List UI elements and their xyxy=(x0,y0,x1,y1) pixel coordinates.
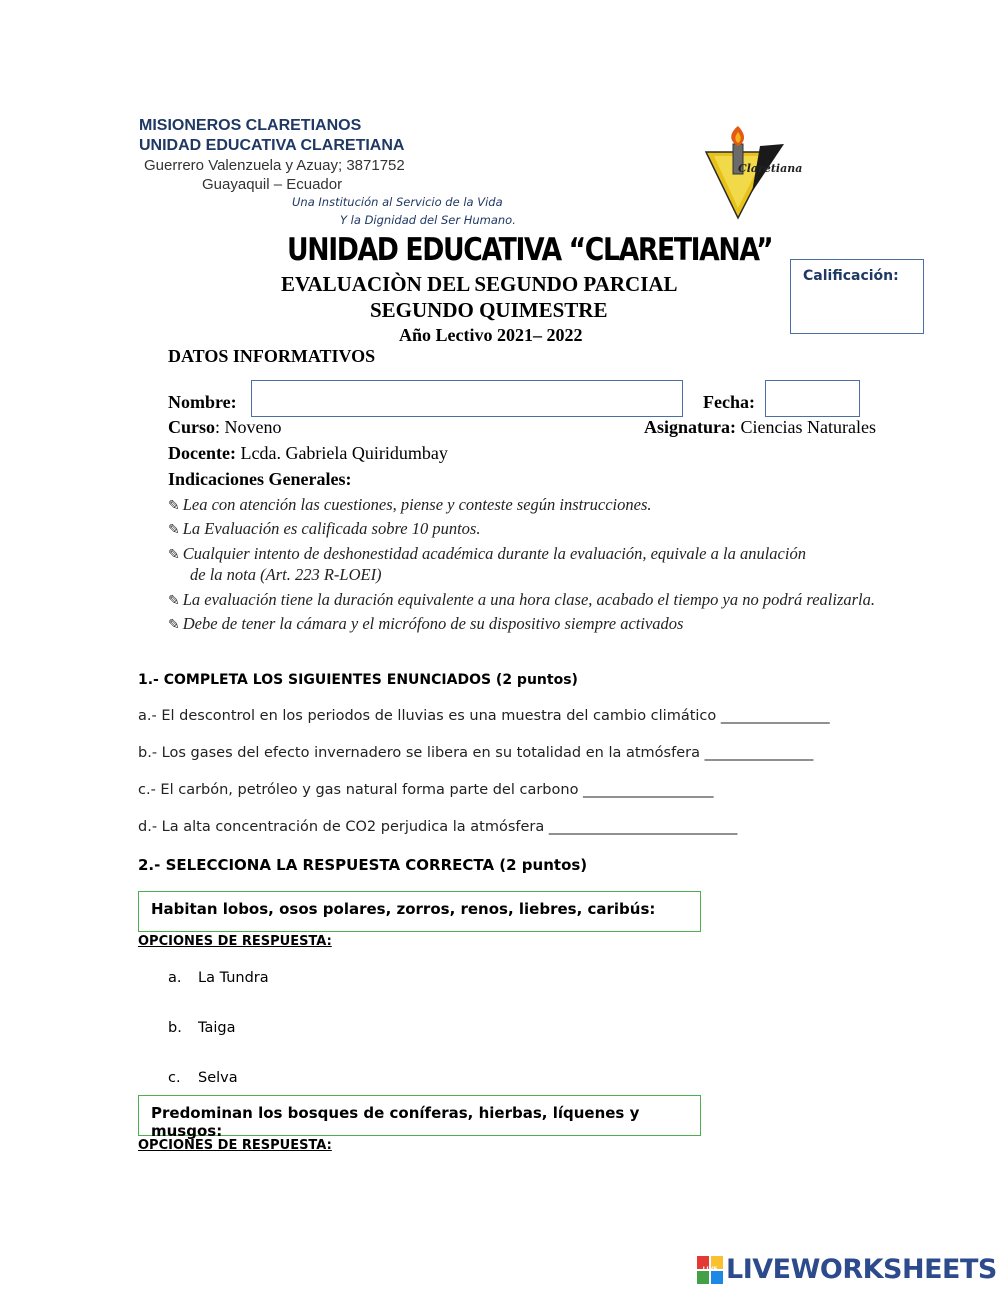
pencil-icon: ✎ xyxy=(168,618,180,633)
teacher-value: Lcda. Gabriela Quiridumbay xyxy=(235,443,448,463)
logo-badge-text: LIVE xyxy=(702,1266,718,1273)
liveworksheets-logo-icon xyxy=(697,1256,725,1286)
page-title: UNIDAD EDUCATIVA “CLARETIANA” xyxy=(287,232,773,268)
date-label: Fecha: xyxy=(703,392,755,412)
question-2-box xyxy=(138,1095,701,1140)
name-label: Nombre: xyxy=(168,392,237,412)
date-input[interactable] xyxy=(765,380,860,417)
school-logo xyxy=(700,122,810,222)
motto-line-2: Y la Dignidad del Ser Humano. xyxy=(340,213,516,227)
subject-row xyxy=(644,417,876,438)
subject-label: Asignatura: xyxy=(644,417,737,437)
option-letter: a. xyxy=(168,970,182,986)
option-text: Selva xyxy=(198,1070,238,1086)
name-input[interactable] xyxy=(251,380,683,417)
school-year: Año Lectivo 2021– 2022 xyxy=(399,325,583,345)
grade-box[interactable] xyxy=(790,259,924,334)
indication-item: ✎ Debe de tener la cámara y el micrófono de su dispositivo siempre activados xyxy=(168,614,684,633)
logo-text: Claretiana xyxy=(738,162,803,175)
option-text: La Tundra xyxy=(198,970,269,986)
quimestre-title: SEGUNDO QUIMESTRE xyxy=(370,298,608,322)
fill-in-item-a[interactable]: a.- El descontrol en los periodos de lluvias es una muestra del cambio climático _______________ xyxy=(138,708,830,724)
pencil-icon: ✎ xyxy=(168,594,180,609)
section-2-title: 2.- SELECCIONA LA RESPUESTA CORRECTA (2 puntos) xyxy=(138,856,588,874)
indications-title: Indicaciones Generales: xyxy=(168,469,352,489)
indication-item: ✎ Cualquier intento de deshonestidad académica durante la evaluación, equivale a la anulación xyxy=(168,544,806,563)
address: Guerrero Valenzuela y Azuay; 3871752 xyxy=(144,157,405,174)
question-2-text: Predominan los bosques de coníferas, hierbas, líquenes y musgos: xyxy=(151,1104,640,1140)
option-letter: c. xyxy=(168,1070,181,1086)
course-row xyxy=(168,417,282,438)
indication-item-continued: de la nota (Art. 223 R-LOEI) xyxy=(190,565,382,584)
course-label: Curso xyxy=(168,417,216,437)
option-letter: b. xyxy=(168,1020,182,1036)
grade-label: Calificación: xyxy=(803,268,899,284)
liveworksheets-brand[interactable]: LIVEWORKSHEETS xyxy=(726,1254,997,1285)
option-a[interactable] xyxy=(168,970,269,986)
indication-item: ✎ La evaluación tiene la duración equivalente a una hora clase, acabado el tiempo ya no podrá realizarla. xyxy=(168,590,876,609)
org-name-1: MISIONEROS CLARETIANOS xyxy=(139,117,362,134)
options-label-2: OPCIONES DE RESPUESTA: xyxy=(138,1138,332,1153)
org-name-2: UNIDAD EDUCATIVA CLARETIANA xyxy=(139,137,405,154)
info-section-title: DATOS INFORMATIVOS xyxy=(168,346,376,366)
question-1-box xyxy=(138,891,701,932)
options-label-1: OPCIONES DE RESPUESTA: xyxy=(138,934,332,949)
pencil-icon: ✎ xyxy=(168,523,180,538)
teacher-row xyxy=(168,443,448,464)
option-text: Taiga xyxy=(198,1020,236,1036)
pencil-icon: ✎ xyxy=(168,499,180,514)
teacher-label: Docente: xyxy=(168,443,236,463)
fill-in-item-b[interactable]: b.- Los gases del efecto invernadero se libera en su totalidad en la atmósfera _______________ xyxy=(138,745,814,761)
course-value: : Noveno xyxy=(215,417,282,437)
question-1-text: Habitan lobos, osos polares, zorros, renos, liebres, caribús: xyxy=(151,900,656,918)
fill-in-item-d[interactable]: d.- La alta concentración de CO2 perjudica la atmósfera __________________________ xyxy=(138,819,738,835)
option-c[interactable] xyxy=(168,1070,238,1086)
option-b[interactable] xyxy=(168,1020,235,1036)
city: Guayaquil – Ecuador xyxy=(202,176,343,193)
subject-value: Ciencias Naturales xyxy=(736,417,876,437)
motto-line-1: Una Institución al Servicio de la Vida xyxy=(292,195,503,209)
evaluation-title: EVALUACIÒN DEL SEGUNDO PARCIAL xyxy=(281,272,678,296)
pencil-icon: ✎ xyxy=(168,548,180,563)
indication-item: ✎ La Evaluación es calificada sobre 10 puntos. xyxy=(168,519,481,538)
fill-in-item-c[interactable]: c.- El carbón, petróleo y gas natural forma parte del carbono __________________ xyxy=(138,782,714,798)
indication-item: ✎ Lea con atención las cuestiones, piense y conteste según instrucciones. xyxy=(168,495,652,514)
section-1-title: 1.- COMPLETA LOS SIGUIENTES ENUNCIADOS (2 puntos) xyxy=(138,672,578,688)
